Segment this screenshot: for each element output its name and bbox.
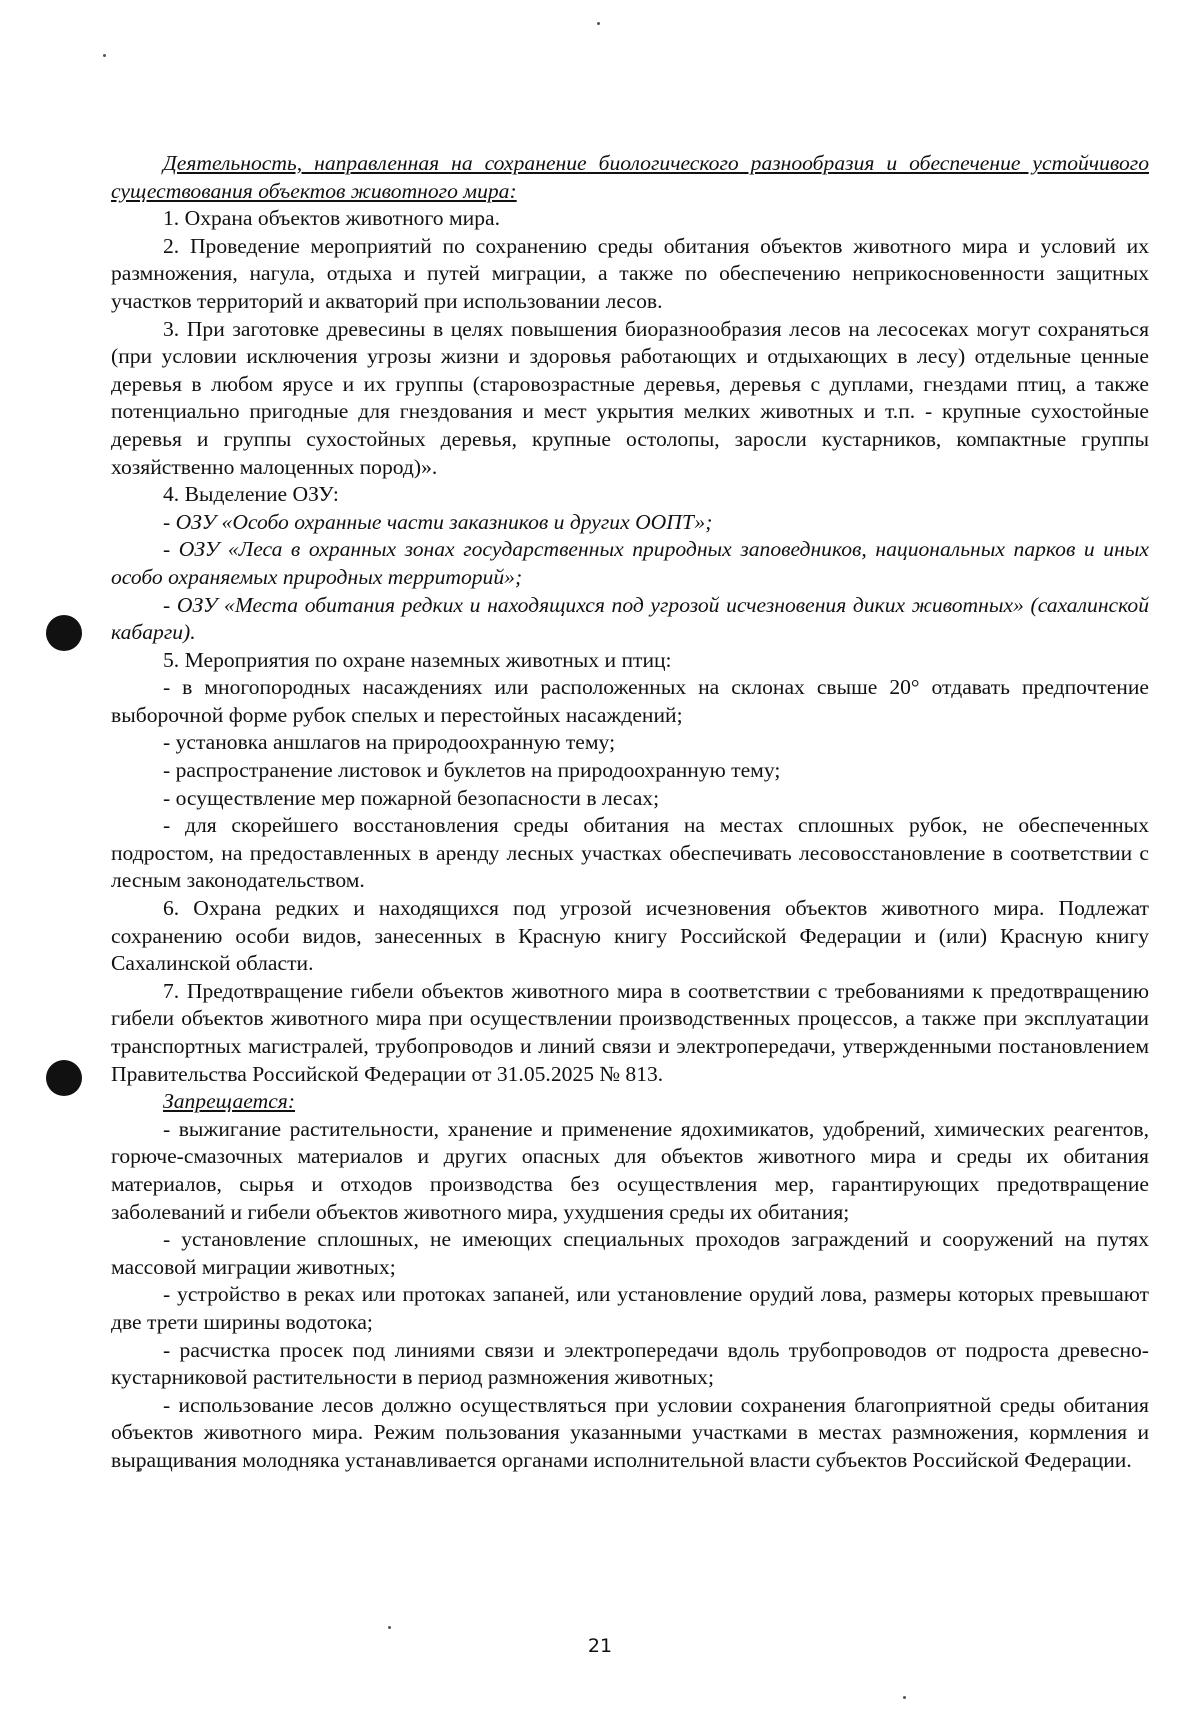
paragraph: 1. Охрана объектов животного мира. [163, 206, 500, 231]
page-number: 21 [587, 1635, 613, 1657]
scan-speck [388, 1626, 391, 1629]
scan-speck [597, 22, 600, 25]
list-item: - в многопородных насаждениях или расположенных на склонах свыше 20° отдавать предпочтение выборочной форме рубок спелых и перестойных насаждений; [111, 675, 1149, 727]
list-item: - осуществление мер пожарной безопасности в лесах; [163, 785, 660, 810]
paragraph: 7. Предотвращение гибели объектов животного мира в соответствии с требованиями к предотвращению гибели объектов животного мира при осуществлении производственных процессов, а также при эксплуатации транспортных магистралей, трубопроводов и линий связи и электропередачи, утвержденными постановлением Правительства Российской Федерации от 31.05.2025 № 813. [111, 978, 1149, 1086]
paragraph: 2. Проведение мероприятий по сохранению среды обитания объектов животного мира и условий их размножения, нагула, отдыха и путей миграции, а также по обеспечению неприкосновенности защитных участков территорий и акваторий при использовании лесов. [111, 233, 1149, 313]
ozu-item: - ОЗУ «Особо охранные части заказников и других ООПТ»; [163, 509, 713, 534]
document-body [111, 150, 1149, 1475]
list-item: - распространение листовок и буклетов на природоохранную тему; [163, 758, 781, 783]
section-heading: Деятельность, направленная на сохранение биологического разнообразия и обеспечение устойчивого существования объектов животного мира: [111, 151, 1149, 203]
scan-speck [903, 1696, 906, 1699]
prohibited-item: - установление сплошных, не имеющих специальных проходов заграждений и сооружений на путях массовой миграции животных; [111, 1227, 1149, 1279]
prohibited-item: - расчистка просек под линиями связи и электропередачи вдоль трубопроводов от подроста древесно-кустарниковой растительности в период размножения животных; [111, 1337, 1149, 1390]
scan-speck [103, 54, 106, 57]
punch-hole-mark [46, 615, 82, 651]
paragraph: 5. Мероприятия по охране наземных животных и птиц: [163, 647, 672, 672]
prohibited-item: - устройство в реках или протоках запаней, или установление орудий лова, размеры которых превышают две трети ширины водотока; [111, 1282, 1149, 1334]
paragraph: 4. Выделение ОЗУ: [163, 482, 339, 507]
punch-hole-mark [46, 1060, 82, 1096]
prohibited-item: - выжигание растительности, хранение и применение ядохимикатов, удобрений, химических реагентов, горюче-смазочных материалов и других опасных для объектов животного мира и среды их обитания материалов, сырья и отходов производства без осуществления мер, гарантирующих предотвращение заболеваний и гибели объектов животного мира, ухудшения среды их обитания; [111, 1116, 1149, 1224]
paragraph: 6. Охрана редких и находящихся под угрозой исчезновения объектов животного мира. Подлежат сохранению особи видов, занесенных в Красную книгу Российской Федерации и (или) Красную книгу Сахалинской области. [111, 896, 1149, 976]
ozu-item: - ОЗУ «Места обитания редких и находящихся под угрозой исчезновения диких животных» (сахалинской кабарги). [111, 592, 1149, 645]
list-item: - установка аншлагов на природоохранную тему; [163, 730, 616, 755]
list-item: - для скорейшего восстановления среды обитания на местах сплошных рубок, не обеспеченных подростом, на предоставленных в аренду лесных участках обеспечивать лесовосстановление в соответствии с лесным законодательством. [111, 813, 1149, 893]
prohibited-heading: Запрещается: [163, 1089, 296, 1114]
prohibited-item: - использование лесов должно осуществляться при условии сохранения благоприятной среды обитания объектов животного мира. Режим пользования указанными участками в местах размножения, кормления и выращивания молодняка устанавливается органами исполнительной власти субъектов Российской Федерации. [111, 1392, 1149, 1472]
paragraph: 3. При заготовке древесины в целях повышения биоразнообразия лесов на лесосеках могут сохраняться (при условии исключения угрозы жизни и здоровья работающих и отдыхающих в лесу) отдельные ценные деревья в любом ярусе и их группы (старовозрастные деревья, деревья с дуплами, гнездами птиц, а также потенциально пригодные для гнездования и мест укрытия мелких животных и т.п. - крупные сухостойные деревья и группы сухостойных деревья, крупные остолопы, заросли кустарников, компактные группы хозяйственно малоценных пород)». [111, 316, 1149, 479]
ozu-item: - ОЗУ «Леса в охранных зонах государственных природных заповедников, национальных парков и иных особо охраняемых природных территорий»; [111, 537, 1149, 589]
